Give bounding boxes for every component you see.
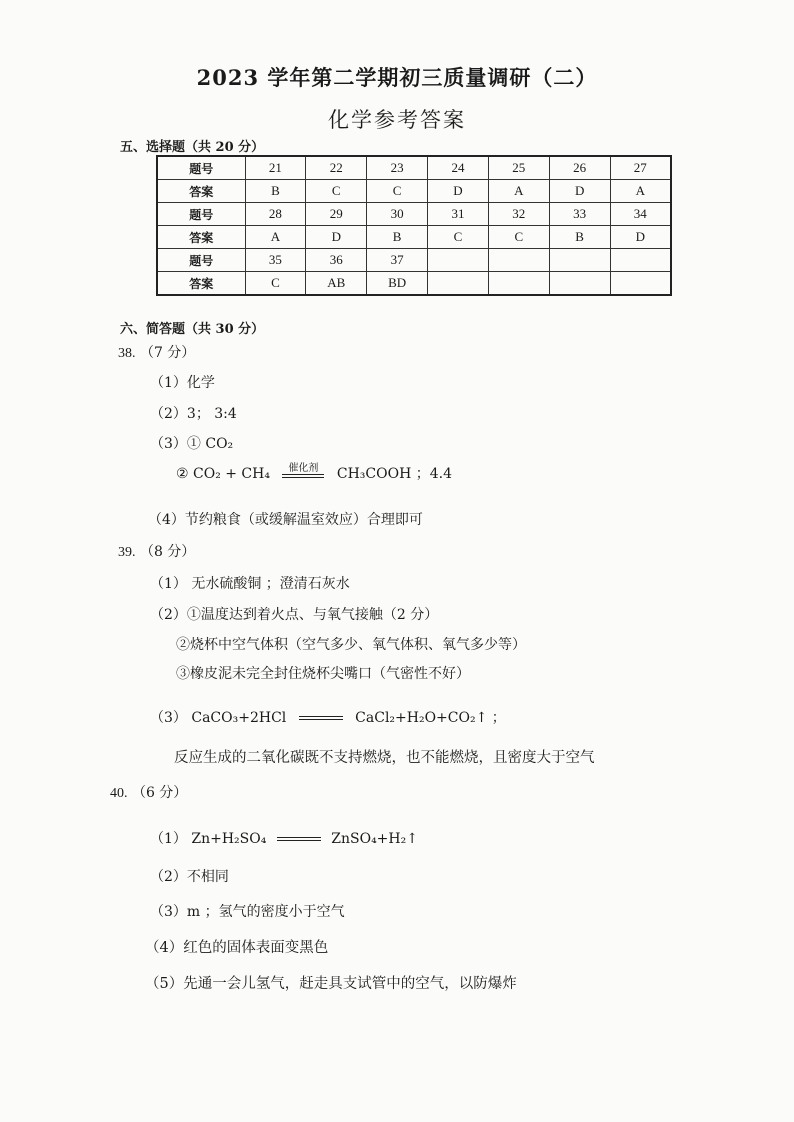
question-number: 38. — [118, 346, 136, 361]
table-cell: B — [245, 180, 306, 203]
table-cell — [549, 272, 610, 296]
reaction-equals — [299, 716, 343, 720]
double-line — [277, 837, 321, 841]
reaction-condition: 催化剂 — [288, 462, 319, 474]
row-label-answer: 答案 — [157, 272, 245, 296]
table-cell: D — [549, 180, 610, 203]
table-cell: D — [428, 180, 489, 203]
question-score: （7 分） — [139, 345, 196, 361]
question-40-header — [110, 782, 187, 802]
equation-products: CaCl₂+H₂O+CO₂↑ ； — [355, 710, 506, 726]
answer-line: （2）不相同 — [150, 869, 229, 885]
answer-table — [156, 155, 672, 296]
section-title-short-answer: 六、简答题（共 30 分） — [120, 322, 265, 337]
table-cell — [488, 272, 549, 296]
table-row — [157, 180, 671, 203]
table-cell: 22 — [306, 156, 367, 180]
table-cell: A — [610, 180, 671, 203]
table-cell: 31 — [428, 203, 489, 226]
equation-reactants: （1） Zn+H₂SO₄ — [150, 831, 267, 847]
double-line — [282, 474, 324, 478]
answer-line: 反应生成的二氧化碳既不支持燃烧，也不能燃烧，且密度大于空气 — [174, 750, 595, 766]
table-cell: 32 — [488, 203, 549, 226]
table-row — [157, 272, 671, 296]
table-cell: C — [306, 180, 367, 203]
answer-line: （2）①温度达到着火点、与氧气接触（2 分） — [150, 607, 439, 623]
table-cell: 36 — [306, 249, 367, 272]
equation-products: CH₃COOH ；4.4 — [336, 466, 452, 482]
question-score: （8 分） — [139, 544, 196, 560]
table-cell: D — [610, 226, 671, 249]
table-cell: 26 — [549, 156, 610, 180]
table-cell — [610, 272, 671, 296]
table-cell: C — [367, 180, 428, 203]
table-row — [157, 226, 671, 249]
equation-products: ZnSO₄+H₂↑ — [331, 831, 418, 847]
answer-line: （5）先通一会儿氢气，赶走具支试管中的空气，以防爆炸 — [145, 976, 517, 992]
table-row — [157, 156, 671, 180]
table-cell — [549, 249, 610, 272]
table-cell: 27 — [610, 156, 671, 180]
row-label-number: 题号 — [157, 203, 245, 226]
table-cell: 34 — [610, 203, 671, 226]
table-cell: C — [245, 272, 306, 296]
table-cell: 23 — [367, 156, 428, 180]
row-label-answer: 答案 — [157, 180, 245, 203]
double-line — [299, 716, 343, 720]
table-cell: 29 — [306, 203, 367, 226]
table-cell: 35 — [245, 249, 306, 272]
table-cell: 28 — [245, 203, 306, 226]
table-cell — [428, 272, 489, 296]
answer-line: （1）化学 — [150, 375, 215, 391]
equation-line — [150, 707, 506, 727]
table-cell: AB — [306, 272, 367, 296]
equation-reactants: ② CO₂ + CH₄ — [176, 466, 270, 482]
equation-line — [150, 828, 418, 848]
row-label-number: 题号 — [157, 249, 245, 272]
answer-line: （4）节约粮食（或缓解温室效应）合理即可 — [148, 512, 423, 528]
question-38-header — [118, 342, 195, 362]
table-cell: B — [367, 226, 428, 249]
answer-line: （1） 无水硫酸铜 ；澄清石灰水 — [150, 576, 350, 592]
table-cell: D — [306, 226, 367, 249]
equation-reactants: （3） CaCO₃+2HCl — [150, 710, 287, 726]
table-cell: C — [428, 226, 489, 249]
table-row — [157, 203, 671, 226]
table-cell: BD — [367, 272, 428, 296]
reaction-arrow — [282, 463, 324, 478]
question-39-header — [118, 541, 195, 561]
equation-line — [176, 463, 452, 483]
table-cell: 30 — [367, 203, 428, 226]
page-title: 2023 学年第二学期初三质量调研（二） — [196, 65, 598, 90]
answer-line: （3）① CO₂ — [150, 436, 234, 452]
question-score: （6 分） — [131, 785, 188, 801]
page-subtitle: 化学参考答案 — [328, 108, 466, 132]
answer-line: ③橡皮泥未完全封住烧杯尖嘴口（气密性不好） — [176, 666, 470, 682]
section-title-multiple-choice: 五、选择题（共 20 分） — [120, 140, 265, 155]
table-cell: B — [549, 226, 610, 249]
table-cell: 37 — [367, 249, 428, 272]
answer-line: （2）3； 3:4 — [150, 406, 237, 422]
table-row — [157, 249, 671, 272]
question-number: 40. — [110, 786, 128, 801]
reaction-equals — [277, 837, 321, 841]
table-cell — [610, 249, 671, 272]
table-cell: 25 — [488, 156, 549, 180]
table-cell: C — [488, 226, 549, 249]
answer-line: ②烧杯中空气体积（空气多少、氧气体积、氧气多少等） — [176, 637, 526, 653]
table-cell: A — [245, 226, 306, 249]
answer-line: （4）红色的固体表面变黑色 — [145, 940, 329, 956]
table-cell: 21 — [245, 156, 306, 180]
table-cell: 24 — [428, 156, 489, 180]
table-cell — [428, 249, 489, 272]
row-label-answer: 答案 — [157, 226, 245, 249]
question-number: 39. — [118, 545, 136, 560]
row-label-number: 题号 — [157, 156, 245, 180]
table-cell: 33 — [549, 203, 610, 226]
table-cell — [488, 249, 549, 272]
table-cell: A — [488, 180, 549, 203]
answer-line: （3）m ；氢气的密度小于空气 — [150, 904, 345, 920]
